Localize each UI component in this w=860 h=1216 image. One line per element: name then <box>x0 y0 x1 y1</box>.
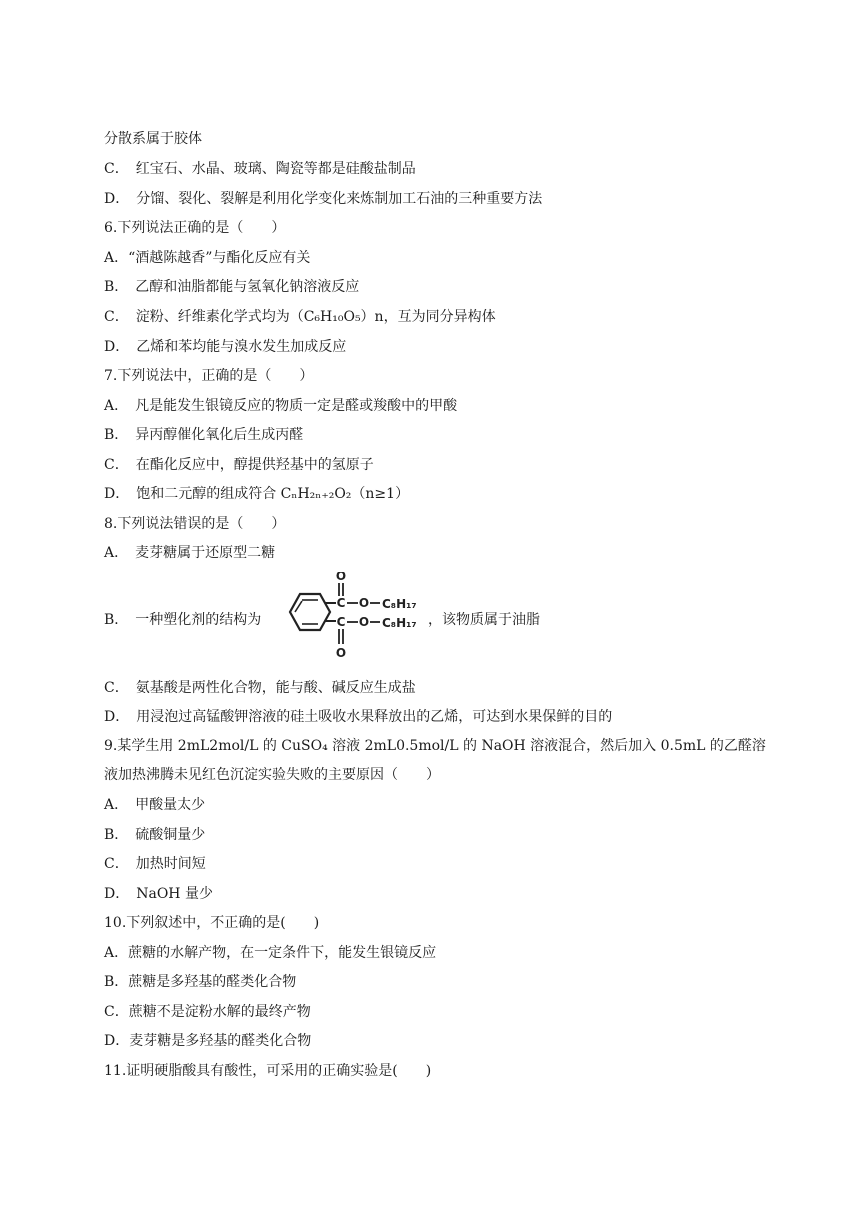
q8-option-c: C． 氨基酸是两性化合物，能与酸、碱反应生成盐 <box>104 680 416 696</box>
text-line: 分散系属于胶体 <box>104 131 202 147</box>
q9-option-a: A． 甲酸量太少 <box>104 797 206 813</box>
question-9-line2: 液加热沸腾未见红色沉淀实验失败的主要原因（ ） <box>104 767 440 783</box>
plasticizer-structure <box>276 572 432 668</box>
q7-option-b: B． 异丙醇催化氧化后生成丙醛 <box>104 427 304 443</box>
option-c: C． 红宝石、水晶、玻璃、陶瓷等都是硅酸盐制品 <box>104 161 416 177</box>
q8-option-b-prefix: B． 一种塑化剂的结构为 <box>104 612 262 628</box>
q10-option-b: B．蔗糖是多羟基的醛类化合物 <box>104 974 297 990</box>
question-9-line1: 9.某学生用 2mL2mol/L 的 CuSO₄ 溶液 2mL0.5mol/L 的 NaOH 溶液混合，然后加入 0.5mL 的乙醛溶 <box>104 738 766 754</box>
q6-option-b: B． 乙醇和油脂都能与氢氧化钠溶液反应 <box>104 279 360 295</box>
q6-option-a: A．“酒越陈越香”与酯化反应有关 <box>104 250 311 266</box>
question-8: 8.下列说法错误的是（ ） <box>104 516 286 532</box>
q7-option-c: C． 在酯化反应中，醇提供羟基中的氢原子 <box>104 457 374 473</box>
atom-label: O <box>335 646 347 660</box>
atom-label: O <box>358 596 370 610</box>
question-11: 11.证明硬脂酸具有酸性，可采用的正确实验是( ) <box>104 1063 432 1079</box>
atom-label: C <box>336 596 346 610</box>
q10-option-c: C．蔗糖不是淀粉水解的最终产物 <box>104 1004 311 1020</box>
q8-option-a: A． 麦芽糖属于还原型二糖 <box>104 545 276 561</box>
atom-label: O <box>335 572 347 583</box>
q8-option-d: D． 用浸泡过高锰酸钾溶液的硅土吸收水果释放出的乙烯，可达到水果保鲜的目的 <box>104 709 613 725</box>
question-10: 10.下列叙述中，不正确的是( ) <box>104 915 320 931</box>
q6-option-d: D． 乙烯和苯均能与溴水发生加成反应 <box>104 339 347 355</box>
q7-option-a: A． 凡是能发生银镜反应的物质一定是醛或羧酸中的甲酸 <box>104 398 458 414</box>
q6-option-c: C． 淀粉、纤维素化学式均为（C₆H₁₀O₅）n，互为同分异构体 <box>104 309 496 325</box>
q9-option-c: C． 加热时间短 <box>104 856 206 872</box>
q9-option-b: B． 硫酸铜量少 <box>104 827 206 843</box>
q9-option-d: D． NaOH 量少 <box>104 886 213 902</box>
atom-label: O <box>358 615 370 629</box>
substituent-label: C₈H₁₇ <box>382 597 417 611</box>
atom-label: C <box>336 615 346 629</box>
option-d: D． 分馏、裂化、裂解是利用化学变化来炼制加工石油的三种重要方法 <box>104 191 543 207</box>
substituent-label: C₈H₁₇ <box>382 616 417 630</box>
question-7: 7.下列说法中，正确的是（ ） <box>104 368 314 384</box>
question-6: 6.下列说法正确的是（ ） <box>104 220 286 236</box>
q8-option-b-suffix: ，该物质属于油脂 <box>428 612 540 628</box>
q10-option-d: D．麦芽糖是多羟基的醛类化合物 <box>104 1033 312 1049</box>
q10-option-a: A．蔗糖的水解产物，在一定条件下，能发生银镜反应 <box>104 945 437 961</box>
q7-option-d: D． 饱和二元醇的组成符合 CₙH₂ₙ₊₂O₂（n≥1） <box>104 486 410 502</box>
